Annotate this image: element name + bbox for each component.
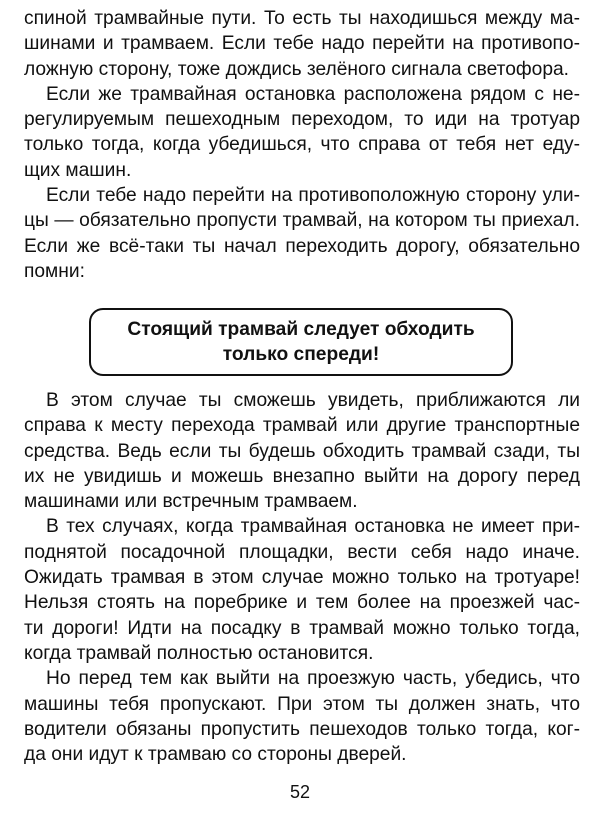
text-line: цы — обязательно пропусти трамвай, на котором ты приехал. bbox=[24, 210, 580, 232]
text-line: поднятой посадочной площадки, вести себя надо иначе. bbox=[24, 541, 580, 563]
text-line: Ожидать трамвая в этом случае можно только на тротуаре! bbox=[24, 567, 580, 589]
text-line: Нельзя стоять на поребрике и тем более на проезжей час- bbox=[24, 592, 580, 614]
paragraph-start-line: В этом случае ты сможешь увидеть, приближаются ли bbox=[46, 390, 580, 411]
paragraph-start-line: Но перед тем как выйти на проезжую часть, убедись, что bbox=[46, 668, 580, 690]
text-line: ложную сторону, тоже дождись зелёного сигнала светофора. bbox=[24, 58, 569, 80]
text-line: машины тебя пропускают. При этом ты должен знать, что bbox=[24, 693, 580, 715]
text-line: справа к месту перехода трамвай или другие транспортные bbox=[24, 415, 580, 437]
paragraph-start-line: В тех случаях, когда трамвайная остановка не имеет при- bbox=[46, 516, 580, 538]
top-text-block bbox=[24, 6, 580, 284]
text-line: ти дороги! Идти на посадку в трамвай можно только тогда, bbox=[24, 617, 580, 639]
text-line: спиной трамвайные пути. То есть ты находишься между ма- bbox=[24, 8, 580, 29]
bottom-text-block bbox=[24, 388, 580, 767]
text-line: только тогда, когда убедишься, что справа от тебя нет еду- bbox=[24, 134, 580, 156]
text-line: щих машин. bbox=[24, 159, 132, 181]
page-number: 52 bbox=[289, 782, 311, 802]
text-line: регулируемым пешеходным переходом, то иди на тротуар bbox=[24, 109, 580, 131]
callout-line-2: только спереди! bbox=[222, 344, 380, 365]
paragraph-start-line: Если тебе надо перейти на противоположную сторону ули- bbox=[46, 185, 580, 207]
text-line: машинами или встречным трамваем. bbox=[24, 491, 358, 513]
text-line: помни: bbox=[24, 260, 85, 282]
callout-line-1: Стоящий трамвай следует обходить bbox=[127, 319, 475, 340]
text-line: да они идут к трамваю со стороны дверей. bbox=[24, 744, 407, 766]
text-line: Если же всё-таки ты начал переходить дорогу, обязательно bbox=[24, 235, 580, 257]
text-line: средства. Ведь если ты будешь обходить трамвай сзади, ты bbox=[24, 440, 580, 462]
paragraph-start-line: Если же трамвайная остановка расположена рядом с не- bbox=[46, 83, 580, 105]
warning-callout-box bbox=[89, 308, 513, 376]
text-line: шинами и трамваем. Если тебе надо перейти на противопо- bbox=[24, 33, 580, 55]
text-line: их не увидишь и можешь внезапно выйти на дорогу перед bbox=[24, 465, 580, 487]
text-line: когда трамвай полностью остановится. bbox=[24, 642, 374, 664]
text-line: водители обязаны пропустить пешеходов только тогда, ког- bbox=[24, 718, 580, 740]
